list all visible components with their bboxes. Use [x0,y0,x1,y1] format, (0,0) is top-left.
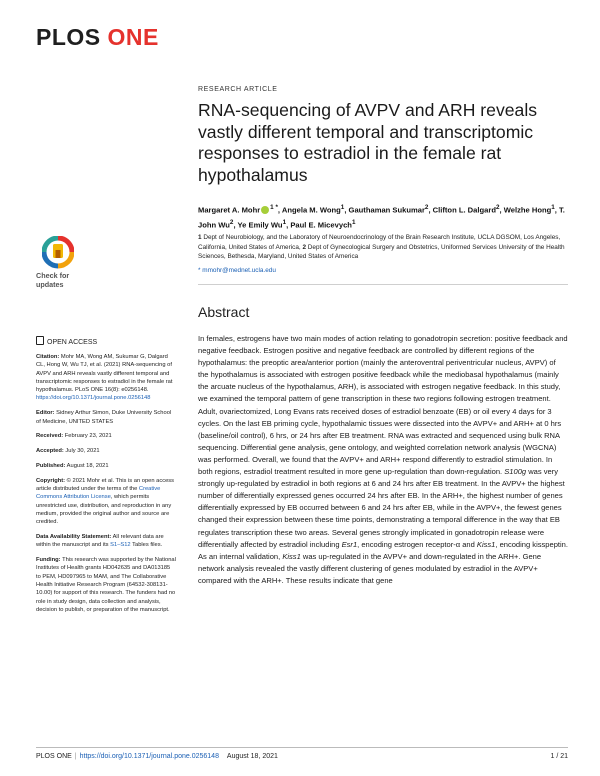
funding-block [36,556,176,614]
corresponding-email[interactable] [198,267,276,274]
copyright-label: Copyright: [36,477,66,484]
editor-label: Editor: [36,410,55,417]
header-divider [198,284,568,285]
affiliations [198,233,568,262]
page-footer: PLOS ONE | https://doi.org/10.1371/journal.pone.0256148 August 18, 2021 1 / 21 [36,753,568,760]
abstract-text: , encoding kisspeptin. As an internal validation, [198,539,568,561]
email-link[interactable]: * mmohr@mednet.ucla.edu [198,267,276,274]
author-name: , Clifton L. Dalgard [428,205,496,215]
citation-block [36,353,176,403]
received-date: February 23, 2021 [63,433,112,440]
article-metadata-sidebar [36,353,176,621]
citation-label: Citation: [36,354,60,360]
affil-text: Dept of Gynecological Surgery and Obstetrics, Uniformed Services University of the Health Sciences, Bethesda, Maryland, United States of America [198,243,565,261]
author-sup: 1 * [270,204,278,211]
author-name: , Welzhe Hong [499,205,552,215]
author-sup: 2 [424,204,429,211]
data-availability-block [36,533,176,550]
author-name: Margaret A. Mohr [198,205,261,215]
logo-one: ONE [107,24,159,50]
citation-text: Mohr MA, Wong AM, Sukumar G, Dalgard CL, Hong W, Wu TJ, et al. (2021) RNA-sequencing of AVPV and ARH reveals vastly different temporal and transcriptomic responses to estradiol in the female rat hypothalamus. PLoS ONE 16(8): e0256148. [36,354,173,394]
abstract-text: , encoding estrogen receptor-α and [357,539,477,549]
data-availability-text: All relevant data are within the manuscript and its [36,534,164,549]
author-sup: 1 [551,204,555,211]
gene-name: Kiss1 [282,551,301,561]
affil-sup: 1 [198,234,202,241]
accepted-block [36,447,176,455]
footer-divider [36,747,568,748]
check-updates-line1: Check for [36,271,70,280]
footer-date: August 18, 2021 [226,753,278,760]
author-sup: 1 [340,204,345,211]
author-name: , Gauthaman Sukumar [344,205,425,215]
gene-name: Esr1 [341,539,358,549]
abstract-text: was very strongly up-regulated by estradiol in both regions at 6 and 24 hrs after EB treatment. In the AVPV+ the highest number of differentially expressed genes occurred 24 hrs after EB. In the ARH+, the highest number of genes differentially expressed by EB occurred between 6 and 24 hrs after EB, while in the AVPV+, the fewest genes changed their expression between these time points, demonstrating a temporal difference in the way that EB regulates transcription these two areas. Several genes strongly implicated in gonadotropin release were differentially affected by estradiol including [198,467,565,549]
check-for-updates-badge[interactable] [36,236,86,289]
gene-name: S100g [504,467,527,477]
abstract-heading: Abstract [198,304,250,320]
copyright-text: © 2021 Mohr et al. This is an open access article distributed under the terms of the [36,477,175,493]
author-sup: 1 [351,218,356,226]
open-access-label [36,336,97,346]
supplementary-tables-link[interactable]: S1–S12 [110,542,131,549]
author-sup: 2 [495,204,500,211]
editor-text: Sidney Arthur Simon, Duke University School of Medicine, UNITED STATES [36,410,172,425]
citation-doi-link[interactable]: https://doi.org/10.1371/journal.pone.0256148 [36,395,151,402]
data-availability-label: Data Availability Statement: [36,534,112,541]
author-list [198,202,568,231]
funding-text: This research was supported by the National Institutes of Health grants HD042635 and DA013185 to PEM, HD097965 to MAM, and The Collaborative Health Initiative Research Program (64532-308131-10.00) for support of this research. The funders had no role in study design, data collection and analysis, decision to publish, or preparation of the manuscript. [36,557,176,613]
orcid-icon[interactable] [261,206,269,214]
author-name: , T. John Wu [198,205,565,230]
journal-logo [36,24,159,51]
open-lock-icon [36,336,44,345]
page-number: 1 / 21 [550,753,568,760]
footer-journal: PLOS ONE [36,753,72,760]
affil-text: Dept of Neurobiology, and the Laboratory of Neuroendocrinology of the Brain Research Institute, UCLA DGSOM, Los Angeles, California, United States of America, [198,234,561,251]
check-updates-icon [42,236,74,270]
received-label: Received: [36,433,64,440]
author-name: , Angela M. Wong [277,205,341,215]
author-name: , Ye Emily Wu [233,220,283,230]
copyright-text: , which permits unrestricted use, distribution, and reproduction in any medium, provided the original author and source are credited. [36,494,172,526]
author-sup: 1 [282,218,287,226]
received-block [36,432,176,440]
footer-doi-link[interactable]: https://doi.org/10.1371/journal.pone.0256148 [79,753,219,760]
funding-label: Funding: [36,557,61,564]
author-name: , Paul E. Micevych [286,220,352,230]
copyright-block [36,477,176,527]
license-link[interactable]: Creative Commons Attribution License [36,486,161,501]
article-title: RNA-sequencing of AVPV and ARH reveals vastly different temporal and transcriptomic responses to estradiol in the female rat hypothalamus [198,100,538,185]
data-availability-text: Tables files. [130,542,163,549]
published-date: August 18, 2021 [65,462,109,469]
affil-sup: 2 [302,243,306,251]
abstract-text: was up-regulated in the AVPV+ and down-regulated in the ARH+. Gene network analysis revealed the vastly different clustering of genes modulated by estradiol in the AVPV+ compared with the ARH+. These results indicate that gene [198,551,542,585]
accepted-label: Accepted: [36,448,64,455]
logo-plos: PLOS [36,24,101,50]
gene-name: Kiss1 [476,539,496,549]
published-block [36,462,176,470]
author-sup: 2 [229,218,234,226]
editor-block [36,409,176,426]
published-label: Published: [36,462,66,469]
abstract-body [198,333,568,587]
open-access-text: OPEN ACCESS [47,339,98,346]
article-type: RESEARCH ARTICLE [198,86,278,93]
accepted-date: July 30, 2021 [63,448,100,455]
abstract-text: In females, estrogens have two main modes of action relating to gonadotropin secretion: positive feedback and negative feedback. Estrogen positive and negative feedback are controlled by different regions of the hypothalamus: the preoptic area/anterior portion (mainly the anteroventral periventricular nucleus, AVPV) of the hypothalamus is associated with estrogen positive feedback while the mediobasal hypothalamus (mainly the arcuate nucleus of the hypothalamus, ARH), is associated with estrogen negative feedback. In this study, we examined the temporal pattern of gene transcription in these two regions following estrogen treatment. Adult, ovariectomized, Long Evans rats received doses of estradiol benzoate (EB) or oil every 4 days for 3 cycles. On the last EB priming cycle, hypothalamic tissues were dissected into the AVPV+ and ARH+ at 0 hrs (baseline/oil control), 6 hrs, or 24 hrs after EB treatment. RNA was extracted and sequenced using bulk RNA sequencing. Differential gene analysis, gene ontology, and weighted correlation network analysis (WGCNA) was performed. Overall, we found that the AVPV+ and ARH+ respond differently to estradiol stimulation. In both regions, estradiol treatment resulted in more gene up-regulation than down-regulation. [198,334,568,477]
check-updates-line2: updates [36,279,64,289]
